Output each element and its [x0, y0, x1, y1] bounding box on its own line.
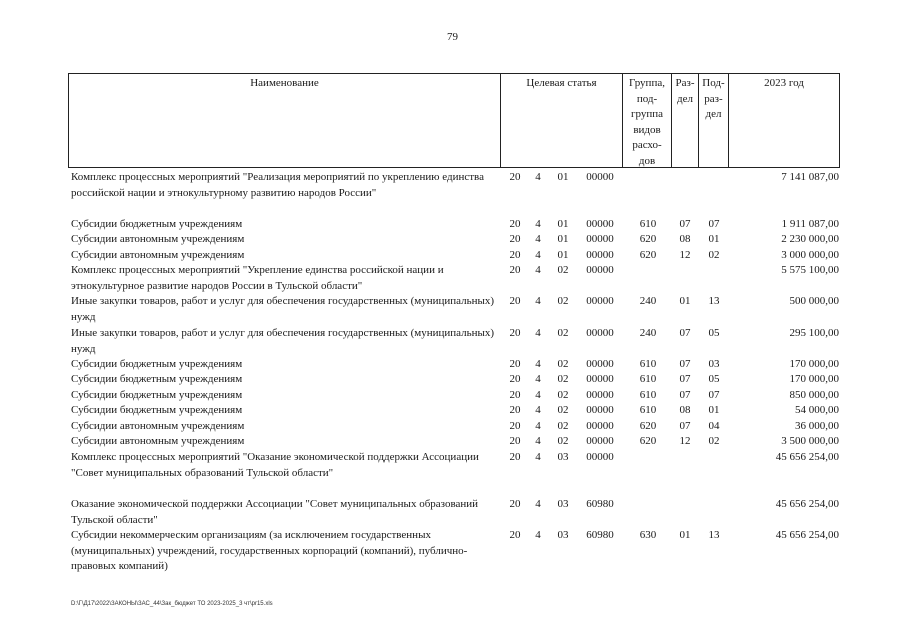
amount-2023: 45 656 254,00 [775, 498, 839, 510]
section-code: 07 [679, 420, 691, 432]
target-article-part: 00000 [586, 327, 614, 339]
target-article-part: 20 [509, 373, 521, 385]
amount-2023: 170 000,00 [789, 373, 839, 385]
header-expense-group [623, 76, 671, 169]
subsection-code: 07 [708, 389, 720, 401]
header-line: под- [636, 92, 658, 105]
section-code: 01 [679, 295, 691, 307]
target-article-part: 20 [509, 327, 521, 339]
expense-group-code: 620 [639, 249, 657, 261]
file-path-footer: D:\Г\Д17\2022\ЗАКОНЫ\ЗАС_44\Зак_бюджет ТО 2023-2025_3 чт\pr15.xls [71, 601, 273, 607]
amount-2023: 295 100,00 [789, 327, 839, 339]
row-name: Комплекс процессных мероприятий "Оказание экономической поддержки Ассоциации "Совет муниципальных образований Тульской области" [71, 451, 479, 479]
expense-group-code: 620 [639, 233, 657, 245]
target-article-part: 20 [509, 358, 521, 370]
header-year: 2023 год [764, 77, 804, 89]
row-name: Субсидии бюджетным учреждениям [71, 218, 243, 230]
section-code: 01 [679, 529, 691, 541]
target-article-part: 00000 [586, 420, 614, 432]
amount-2023: 3 000 000,00 [781, 249, 839, 261]
header-name: Наименование [250, 77, 319, 89]
amount-2023: 54 000,00 [795, 404, 839, 416]
target-article-part: 02 [557, 327, 569, 339]
subsection-code: 05 [708, 373, 720, 385]
header-top-border [68, 73, 840, 74]
target-article-part: 4 [535, 498, 541, 510]
header-line: дел [677, 92, 693, 105]
row-name: Субсидии бюджетным учреждениям [71, 404, 243, 416]
target-article-part: 00000 [586, 218, 614, 230]
target-article-part: 4 [535, 171, 541, 183]
amount-2023: 170 000,00 [789, 358, 839, 370]
header-line: раз- [704, 92, 723, 105]
header-line: Под- [702, 77, 725, 89]
header-line: видов [633, 123, 661, 136]
subsection-code: 04 [708, 420, 720, 432]
target-article-part: 02 [557, 389, 569, 401]
row-name: Иные закупки товаров, работ и услуг для обеспечения государственных (муниципальных) нужд [71, 327, 495, 355]
target-article-part: 02 [557, 264, 569, 276]
section-code: 12 [679, 435, 691, 447]
row-name: Субсидии автономным учреждениям [71, 233, 245, 245]
target-article-part: 02 [557, 295, 569, 307]
section-code: 07 [679, 218, 691, 230]
target-article-part: 00000 [586, 233, 614, 245]
header-line: дов [638, 154, 656, 167]
target-article-part: 4 [535, 358, 541, 370]
subsection-code: 05 [708, 327, 720, 339]
target-article-part: 20 [509, 420, 521, 432]
target-article-part: 00000 [586, 295, 614, 307]
target-article-part: 01 [557, 249, 569, 261]
subsection-code: 07 [708, 218, 720, 230]
amount-2023: 5 575 100,00 [781, 264, 839, 276]
target-article-part: 4 [535, 451, 541, 463]
amount-2023: 7 141 087,00 [781, 171, 839, 183]
row-name: Комплекс процессных мероприятий "Укрепление единства российской нации и этнокультурное развитие народов России в Тульской области" [71, 264, 444, 292]
target-article-part: 00000 [586, 358, 614, 370]
target-article-part: 4 [535, 420, 541, 432]
section-code: 12 [679, 249, 691, 261]
header-line: расхо- [632, 139, 662, 151]
header-section [672, 76, 698, 107]
target-article-part: 20 [509, 233, 521, 245]
target-article-part: 01 [557, 233, 569, 245]
amount-2023: 1 911 087,00 [781, 218, 839, 230]
target-article-part: 4 [535, 529, 541, 541]
target-article-part: 20 [509, 529, 521, 541]
target-article-part: 02 [557, 420, 569, 432]
subsection-code: 02 [708, 249, 720, 261]
subsection-code: 01 [708, 404, 720, 416]
target-article-part: 00000 [586, 171, 614, 183]
expense-group-code: 610 [639, 358, 657, 370]
subsection-code: 13 [708, 529, 720, 541]
row-name: Субсидии некоммерческим организациям (за исключением государственных (муниципальных) учреждений, государственных корпораций (компаний), публично-правовых компаний) [71, 529, 468, 572]
target-article-part: 02 [557, 373, 569, 385]
target-article-part: 4 [535, 404, 541, 416]
subsection-code: 02 [708, 435, 720, 447]
header-line: Раз- [675, 77, 695, 89]
row-name: Субсидии бюджетным учреждениям [71, 373, 243, 385]
target-article-part: 00000 [586, 373, 614, 385]
expense-group-code: 630 [639, 529, 657, 541]
header-subsection [699, 76, 728, 123]
target-article-part: 02 [557, 435, 569, 447]
target-article-part: 4 [535, 435, 541, 447]
section-code: 07 [679, 358, 691, 370]
target-article-part: 20 [509, 171, 521, 183]
target-article-part: 02 [557, 358, 569, 370]
section-code: 08 [679, 404, 691, 416]
target-article-part: 60980 [586, 498, 614, 510]
subsection-code: 01 [708, 233, 720, 245]
target-article-part: 4 [535, 373, 541, 385]
header-line: группа [630, 108, 664, 120]
header-line: Группа, [629, 77, 665, 89]
target-article-part: 00000 [586, 435, 614, 447]
target-article-part: 4 [535, 218, 541, 230]
row-name: Субсидии бюджетным учреждениям [71, 389, 243, 401]
target-article-part: 01 [557, 171, 569, 183]
amount-2023: 36 000,00 [795, 420, 839, 432]
target-article-part: 20 [509, 404, 521, 416]
row-name: Оказание экономической поддержки Ассоциации "Совет муниципальных образований Тульской области" [71, 498, 479, 526]
target-article-part: 20 [509, 451, 521, 463]
section-code: 07 [679, 373, 691, 385]
expense-group-code: 620 [639, 435, 657, 447]
target-article-part: 20 [509, 435, 521, 447]
section-code: 07 [679, 389, 691, 401]
target-article-part: 00000 [586, 389, 614, 401]
target-article-part: 4 [535, 389, 541, 401]
target-article-part: 00000 [586, 264, 614, 276]
target-article-part: 4 [535, 233, 541, 245]
amount-2023: 3 500 000,00 [781, 435, 839, 447]
target-article-part: 00000 [586, 249, 614, 261]
header-line: дел [705, 108, 722, 120]
target-article-part: 20 [509, 218, 521, 230]
target-article-part: 01 [557, 218, 569, 230]
amount-2023: 45 656 254,00 [775, 451, 839, 463]
header-bottom-border [68, 167, 840, 168]
page-number: 79 [447, 31, 458, 43]
target-article-part: 4 [535, 327, 541, 339]
target-article-part: 20 [509, 498, 521, 510]
target-article-part: 03 [557, 451, 569, 463]
amount-2023: 2 230 000,00 [781, 233, 839, 245]
target-article-part: 20 [509, 249, 521, 261]
amount-2023: 850 000,00 [789, 389, 839, 401]
target-article-part: 4 [535, 295, 541, 307]
expense-group-code: 240 [639, 327, 657, 339]
target-article-part: 00000 [586, 451, 614, 463]
target-article-part: 03 [557, 498, 569, 510]
expense-group-code: 610 [639, 404, 657, 416]
target-article-part: 4 [535, 264, 541, 276]
target-article-part: 00000 [586, 404, 614, 416]
subsection-code: 03 [708, 358, 720, 370]
row-name: Иные закупки товаров, работ и услуг для обеспечения государственных (муниципальных) нужд [71, 295, 495, 323]
expense-group-code: 610 [639, 389, 657, 401]
amount-2023: 500 000,00 [789, 295, 839, 307]
expense-group-code: 620 [639, 420, 657, 432]
target-article-part: 20 [509, 264, 521, 276]
target-article-part: 60980 [586, 529, 614, 541]
target-article-part: 03 [557, 529, 569, 541]
subsection-code: 13 [708, 295, 720, 307]
target-article-part: 02 [557, 404, 569, 416]
section-code: 08 [679, 233, 691, 245]
row-name: Субсидии бюджетным учреждениям [71, 358, 243, 370]
expense-group-code: 240 [639, 295, 657, 307]
section-code: 07 [679, 327, 691, 339]
target-article-part: 4 [535, 249, 541, 261]
row-name: Субсидии автономным учреждениям [71, 249, 245, 261]
row-name: Субсидии автономным учреждениям [71, 435, 245, 447]
row-name: Субсидии автономным учреждениям [71, 420, 245, 432]
amount-2023: 45 656 254,00 [775, 529, 839, 541]
row-name: Комплекс процессных мероприятий "Реализация мероприятий по укреплению единства российской нации и этнокультурному развитию народов России" [71, 171, 484, 199]
target-article-part: 20 [509, 389, 521, 401]
target-article-part: 20 [509, 295, 521, 307]
expense-group-code: 610 [639, 373, 657, 385]
header-right-border [839, 73, 840, 168]
expense-group-code: 610 [639, 218, 657, 230]
header-target-article: Целевая статья [526, 77, 597, 89]
